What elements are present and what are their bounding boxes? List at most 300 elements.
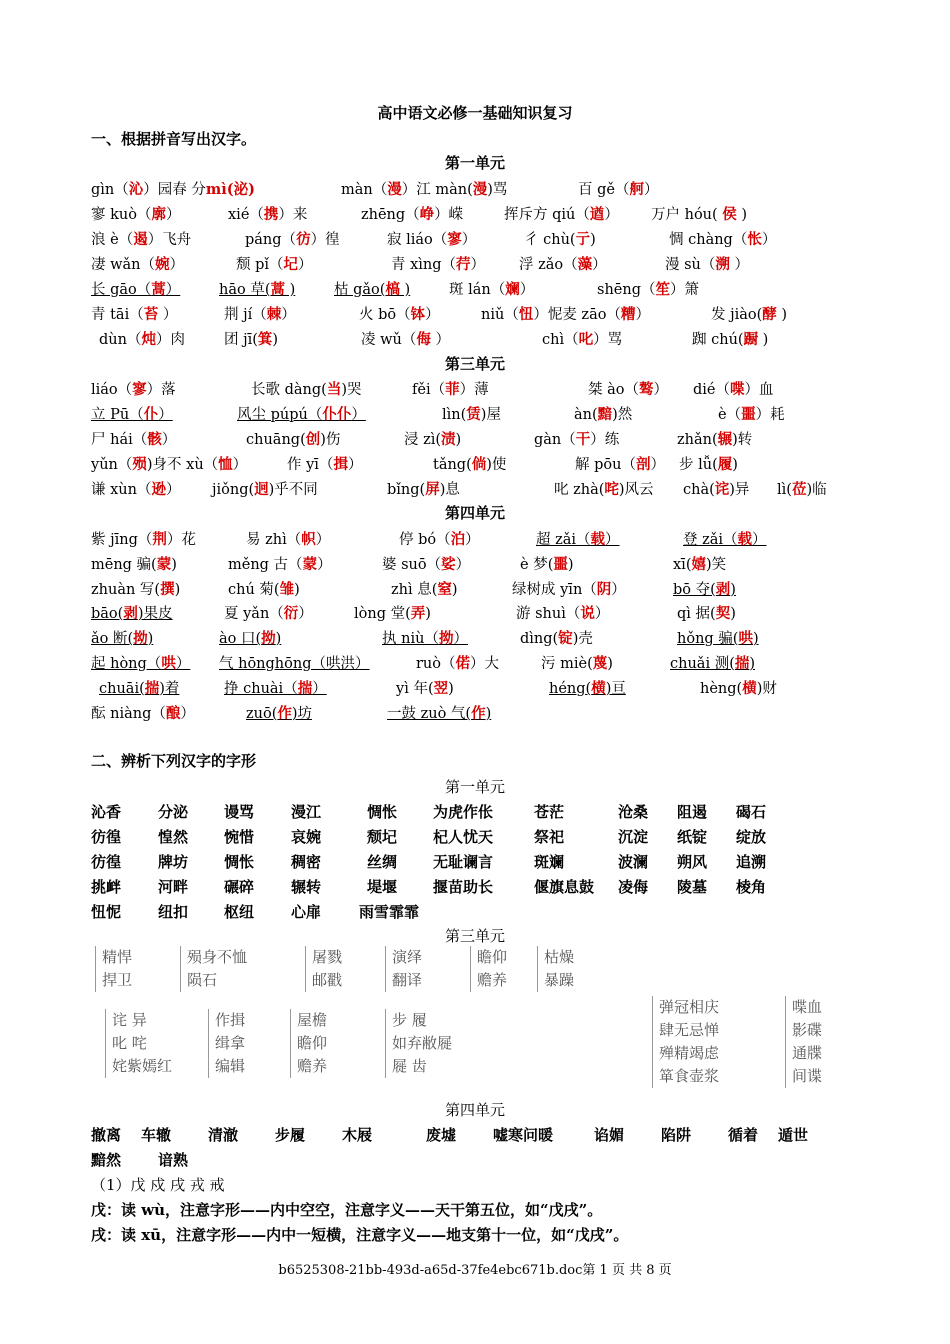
prompt-text: )临 (806, 482, 827, 498)
answer-character: 拗 (261, 630, 276, 647)
word-item: 影碟 (792, 1021, 823, 1039)
unit-4-title: 第四单元 (444, 1101, 505, 1119)
prompt-text: ） (175, 656, 191, 672)
answer-character: 遏 (133, 231, 148, 248)
pinyin-item (91, 203, 180, 224)
answer-character: 棘 (266, 306, 282, 323)
word-item: 彷徨 (91, 853, 122, 871)
word-item: 谄媚 (594, 1126, 625, 1144)
word-item: 无耻谰言 (433, 853, 494, 871)
exercise-row (91, 278, 871, 300)
word-item: 捍卫 (102, 971, 133, 989)
prompt-text: niǔ（ (481, 307, 519, 323)
word-group (305, 946, 342, 992)
exercise-row (91, 228, 871, 250)
prompt-text: 尸 hái（ (91, 432, 148, 448)
word-item: 赡养 (477, 971, 508, 989)
word-item: 暴躁 (544, 971, 575, 989)
prompt-text: ào 口( (219, 631, 262, 647)
prompt-text: ） (158, 307, 178, 323)
pinyin-item (91, 578, 180, 599)
word-row (91, 826, 871, 848)
prompt-text: ）花 (166, 532, 196, 548)
word-item: 碾碎 (224, 878, 255, 896)
answer-character: 仆 (143, 406, 159, 423)
pinyin-item (679, 453, 738, 474)
pinyin-item (677, 602, 736, 623)
pinyin-item (224, 328, 278, 349)
answer-character: 赁 (466, 406, 481, 423)
answer-character: 辗 (717, 431, 733, 448)
word-item: 黯然 (91, 1151, 122, 1169)
answer-character: 荆 (152, 531, 167, 548)
word-item: 邮戳 (312, 971, 343, 989)
prompt-text: xī( (673, 557, 692, 573)
prompt-text: )亘 (605, 681, 626, 697)
answer-character: 漫 (472, 181, 488, 198)
word-item: 循着 (728, 1126, 759, 1144)
answer-character: 阴 (596, 581, 612, 598)
prompt-text: 斑 lán（ (449, 282, 506, 298)
word-item: 朔风 (677, 853, 708, 871)
pinyin-item (673, 553, 726, 574)
answer-character: 揣 (734, 655, 750, 672)
answer-character: 渍 (441, 431, 456, 448)
word-item: 稠密 (291, 853, 322, 871)
page-title: 高中语文必修一基础知识复习 (377, 104, 573, 122)
word-item: 殒身不恤 (187, 948, 248, 966)
answer-character: 蒙 (156, 556, 172, 573)
pinyin-item (382, 627, 468, 648)
prompt-text: 谦 xùn（ (91, 482, 152, 498)
word-item: 纸锭 (677, 828, 708, 846)
prompt-text: qì 据( (677, 606, 716, 622)
prompt-text: 浸 zì( (404, 432, 442, 448)
prompt-text: ）耗 (755, 407, 785, 423)
pinyin-item (683, 528, 767, 549)
prompt-text: xié（ (228, 207, 264, 223)
word-item: 木屐 (342, 1126, 373, 1144)
answer-character: 酵 (762, 306, 777, 323)
exercise-row (91, 553, 871, 575)
answer-character: 横 (742, 680, 757, 697)
prompt-text: ) (590, 232, 596, 248)
pinyin-item (236, 253, 313, 274)
prompt-text: )然 (612, 407, 633, 423)
pinyin-item (442, 403, 501, 424)
prompt-text: 立 Pū（ (91, 407, 144, 423)
pinyin-item (91, 378, 176, 399)
pinyin-item (412, 378, 489, 399)
answer-character: 侯 (722, 206, 737, 223)
prompt-text: yì 年( (396, 681, 434, 697)
word-item: 叱 咤 (112, 1034, 147, 1052)
prompt-text: )身不 xù（ (146, 457, 219, 473)
prompt-text: dié（ (693, 382, 731, 398)
unit-title: 第一单元 (444, 154, 505, 172)
word-item: 彷徨 (91, 828, 122, 846)
word-item: 沧桑 (618, 803, 649, 821)
pinyin-item (588, 378, 668, 399)
prompt-text: ）骂 (593, 332, 623, 348)
pinyin-item (542, 328, 622, 349)
note-line-2: 戌：读 xū，注意字形——内中一短横，注意字义——地支第十一位，如“戊戌”。 (91, 1226, 629, 1244)
exercise-row (91, 203, 871, 225)
answer-character: 廓 (151, 206, 166, 223)
prompt-text: )风云 (618, 482, 654, 498)
answer-character: 拗 (133, 630, 148, 647)
prompt-text: ǎo 断( (91, 631, 134, 647)
prompt-text: ) (749, 656, 756, 672)
word-row (91, 1124, 871, 1146)
pinyin-item (669, 228, 776, 249)
word-item: 沁香 (91, 803, 122, 821)
answer-character: 载 (737, 531, 753, 548)
answer-character: 说 (580, 605, 595, 622)
answer-character: 嬉 (691, 556, 706, 573)
pinyin-item (677, 428, 752, 449)
prompt-text: 枯 gǎo( (334, 282, 386, 298)
prompt-text: liáo（ (91, 382, 133, 398)
prompt-text: chuāi( (99, 681, 145, 697)
word-item: 演绎 (392, 948, 423, 966)
pinyin-item (718, 403, 785, 424)
answer-character: 偌 (455, 655, 470, 672)
prompt-text: héng( (549, 681, 592, 697)
answer-character: 干 (575, 431, 591, 448)
word-item: 枯燥 (544, 948, 575, 966)
answer-character: 钵 (410, 306, 426, 323)
prompt-text: 游 shuì（ (516, 606, 581, 622)
pinyin-item (99, 677, 179, 698)
answer-character: 骸 (147, 431, 162, 448)
word-group (785, 996, 822, 1088)
prompt-text: ） (281, 307, 296, 323)
answer-character: 糟 (620, 306, 636, 323)
prompt-text: ） (158, 407, 173, 423)
pinyin-item (396, 677, 454, 698)
word-item: 为虎作伥 (433, 803, 494, 821)
prompt-text: ） (461, 232, 477, 248)
answer-character: 弄 (410, 605, 426, 622)
answer-character: 逊 (151, 481, 166, 498)
prompt-text: měng 古（ (228, 557, 303, 573)
word-item: 堤堰 (367, 878, 398, 896)
prompt-text: ) (567, 557, 574, 573)
answer-character: 寥 (447, 231, 462, 248)
prompt-text: ) (736, 207, 748, 223)
prompt-text: chú 菊( (228, 582, 280, 598)
prompt-text: ） (425, 307, 440, 323)
pinyin-item (549, 677, 626, 698)
prompt-text: ） (312, 681, 327, 697)
word-item: 屋檐 (297, 1011, 328, 1029)
prompt-text: 登 zǎi（ (683, 532, 738, 548)
prompt-text: chì（ (542, 332, 579, 348)
answer-character: 剥 (715, 581, 731, 598)
pinyin-item (91, 652, 190, 673)
prompt-text: )息 (439, 482, 460, 498)
pinyin-item (245, 228, 340, 249)
word-row (91, 851, 871, 873)
prompt-text: shēng（ (597, 282, 656, 298)
prompt-text: chà( (683, 482, 715, 498)
prompt-text: 踟 chú( (692, 332, 744, 348)
prompt-text: hǒng 骗( (677, 631, 739, 647)
prompt-text: gìn（ (91, 182, 129, 198)
prompt-text: ) (730, 582, 736, 598)
prompt-text: 停 bó（ (399, 532, 451, 548)
prompt-text: màn（ (341, 182, 388, 198)
prompt-text: ) (448, 681, 454, 697)
pinyin-item (387, 478, 460, 499)
prompt-text: yǔn（ (91, 457, 133, 473)
prompt-text: 紫 jīng（ (91, 532, 153, 548)
prompt-text: ） (455, 557, 471, 573)
pinyin-item (91, 228, 191, 249)
pinyin-item (711, 303, 787, 324)
pinyin-item (219, 278, 295, 299)
answer-character: 当 (326, 381, 342, 398)
pinyin-item (246, 528, 330, 549)
pinyin-item (354, 602, 431, 623)
prompt-text: ） (643, 182, 659, 198)
exercise-row (91, 328, 871, 350)
prompt-text: 凌 wǔ（ (361, 332, 417, 348)
pinyin-item (534, 428, 619, 449)
pinyin-item (416, 652, 499, 673)
word-item: 诧 异 (112, 1011, 147, 1029)
answer-character: 窒 (437, 581, 452, 598)
word-item: 精悍 (102, 948, 133, 966)
prompt-text: )乎不同 (268, 482, 318, 498)
word-item: 纽扣 (158, 903, 189, 921)
answer-character: 殒 (132, 456, 147, 473)
prompt-text: ） (453, 631, 468, 647)
prompt-text: ） (592, 257, 607, 273)
prompt-text: )屋 (480, 407, 501, 423)
prompt-text: ）飞舟 (147, 232, 192, 248)
pinyin-item (665, 253, 749, 274)
word-item: 颓圮 (367, 828, 398, 846)
answer-character: 帜 (301, 531, 316, 548)
answer-character: 泊 (450, 531, 466, 548)
pinyin-item (91, 602, 173, 623)
exercise-row (91, 478, 871, 500)
pinyin-item (541, 652, 613, 673)
answer-character: 雏 (279, 581, 295, 598)
word-item: 绽放 (736, 828, 767, 846)
prompt-text: ）怩麦 zāo（ (533, 307, 621, 323)
word-row (91, 876, 871, 898)
prompt-text: zhēng（ (361, 207, 420, 223)
answer-character: 喋 (730, 381, 745, 398)
prompt-text: ) (174, 582, 181, 598)
word-item: 通牒 (792, 1044, 823, 1062)
word-item: 惋惜 (224, 828, 255, 846)
answer-character: 契 (715, 605, 731, 622)
prompt-text: 浮 zǎo（ (519, 257, 578, 273)
word-group (105, 1009, 172, 1078)
word-item: 步履 (275, 1126, 306, 1144)
prompt-text: ）薄 (459, 382, 489, 398)
prompt-text: ） (650, 457, 665, 473)
prompt-text: ） (653, 382, 668, 398)
prompt-text: ） (165, 482, 181, 498)
list-item-1: （1）戊 戍 戌 戎 戒 (91, 1176, 225, 1194)
prompt-text: 挥斥方 qiú（ (504, 207, 590, 223)
prompt-text: ）肉 (155, 332, 185, 348)
note-line-1: 戊：读 wù，注意字形——内中空空，注意字义——天干第五位，如“戊戌”。 (91, 1201, 603, 1219)
exercise-row (91, 378, 871, 400)
pinyin-item (99, 328, 185, 349)
exercise-row (91, 178, 871, 200)
prompt-text: è 梦( (520, 557, 554, 573)
word-item: 间谍 (792, 1067, 823, 1085)
word-item: 步 履 (392, 1011, 427, 1029)
word-item: 碣石 (736, 803, 767, 821)
answer-character: 藻 (577, 256, 593, 273)
prompt-text: zhì 息( (391, 582, 438, 598)
word-item: 辗转 (291, 878, 322, 896)
word-group (385, 1009, 452, 1078)
word-item: 废墟 (426, 1126, 457, 1144)
answer-character: 蒙 (302, 556, 318, 573)
prompt-text: 执 niù（ (382, 631, 439, 647)
prompt-text: ）徨 (310, 232, 340, 248)
answer-character: 咤 (604, 481, 619, 498)
word-item: 瞻仰 (297, 1034, 328, 1052)
answer-character: 剖 (635, 456, 651, 473)
prompt-text: ） (729, 257, 749, 273)
answer-character: 亍 (575, 231, 591, 248)
pinyin-item (361, 328, 450, 349)
word-item: 肆无忌惮 (659, 1021, 720, 1039)
pinyin-item (224, 303, 296, 324)
pinyin-item (777, 478, 827, 499)
prompt-text: ) (425, 606, 431, 622)
prompt-text: ） (180, 706, 195, 722)
pinyin-item (387, 228, 476, 249)
prompt-text: jiǒng( (212, 482, 255, 498)
prompt-text: 青 tāi（ (91, 307, 144, 323)
answer-character: 哄 (161, 655, 176, 672)
prompt-text: ） (165, 207, 181, 223)
prompt-text: )伤 (320, 432, 341, 448)
answer-character: 槁 (385, 281, 400, 298)
answer-character: 舸 (629, 181, 644, 198)
pinyin-item (91, 528, 196, 549)
prompt-text: bǐng( (387, 482, 426, 498)
prompt-text: mēng 骗( (91, 557, 157, 573)
word-item: 弹冠相庆 (659, 998, 720, 1016)
pinyin-item (251, 378, 362, 399)
pinyin-item (575, 453, 665, 474)
answer-character: 仆仆 (322, 406, 352, 423)
answer-character: 笙 (655, 281, 670, 298)
answer-character: 箕 (257, 331, 273, 348)
word-item: 心扉 (291, 903, 322, 921)
prompt-text: ruò（ (416, 656, 456, 672)
word-item: 祭祀 (534, 828, 565, 846)
prompt-text: )着 (159, 681, 180, 697)
pinyin-item (597, 278, 699, 299)
prompt-text: ） (315, 532, 331, 548)
pinyin-item (574, 403, 632, 424)
prompt-text: ) (752, 631, 759, 647)
answer-character: 溯 (715, 256, 730, 273)
word-item: 惆怅 (224, 853, 255, 871)
pinyin-item (91, 553, 177, 574)
exercise-row (91, 528, 871, 550)
pinyin-item (554, 478, 654, 499)
prompt-text: ) (607, 656, 613, 672)
word-item: 撤离 (91, 1126, 122, 1144)
pinyin-item (399, 528, 480, 549)
word-item: 牌坊 (158, 853, 189, 871)
answer-character: 莅 (791, 481, 807, 498)
word-item: 清澈 (208, 1126, 239, 1144)
pinyin-item (287, 453, 362, 474)
prompt-text: 凄 wǎn（ (91, 257, 156, 273)
prompt-text: zuō( (246, 706, 278, 722)
prompt-text: è（ (718, 407, 742, 423)
prompt-text: 万户 hóu( (651, 207, 723, 223)
prompt-text: 超 zǎi（ (536, 532, 591, 548)
pinyin-item (341, 178, 507, 199)
answer-character: mì(泌) (205, 181, 255, 198)
prompt-text: fěi（ (412, 382, 446, 398)
prompt-text: ） (298, 606, 313, 622)
word-group (537, 946, 574, 992)
prompt-text: ） (161, 432, 177, 448)
prompt-text: ) (147, 631, 154, 647)
pinyin-item (228, 578, 300, 599)
pinyin-item (449, 278, 534, 299)
word-item: 分泌 (158, 803, 189, 821)
unit-title: 第三单元 (444, 355, 505, 373)
prompt-text: 团 jī( (224, 332, 258, 348)
prompt-text: 夏 yǎn（ (224, 606, 284, 622)
pinyin-item (516, 602, 609, 623)
prompt-text: ) (730, 606, 736, 622)
word-item: 缉拿 (215, 1034, 246, 1052)
answer-character: 漫 (387, 181, 402, 198)
answer-character: 携 (263, 206, 279, 223)
answer-character: 遒 (589, 206, 605, 223)
pinyin-item (361, 203, 463, 224)
answer-character: 斓 (505, 281, 520, 298)
word-item: 雨雪霏霏 (359, 903, 420, 921)
answer-character: 黯 (597, 406, 613, 423)
word-row (91, 901, 871, 923)
word-item: 沉淀 (618, 828, 649, 846)
word-item: 屠戮 (312, 948, 343, 966)
answer-character: 婉 (155, 256, 170, 273)
prompt-text: ) (275, 631, 282, 647)
prompt-text: 风尘 púpú（ (237, 407, 323, 423)
prompt-text: ） (465, 532, 480, 548)
word-item: 陷阱 (661, 1126, 692, 1144)
pinyin-item (224, 677, 327, 698)
answer-character: 叱 (578, 331, 594, 348)
prompt-text: )哭 (341, 382, 362, 398)
prompt-text: 作 yī（ (287, 457, 334, 473)
unit-title: 第四单元 (444, 504, 505, 522)
answer-character: 沁 (128, 181, 144, 198)
prompt-text: ) (485, 706, 492, 722)
exercise-row (91, 578, 871, 600)
